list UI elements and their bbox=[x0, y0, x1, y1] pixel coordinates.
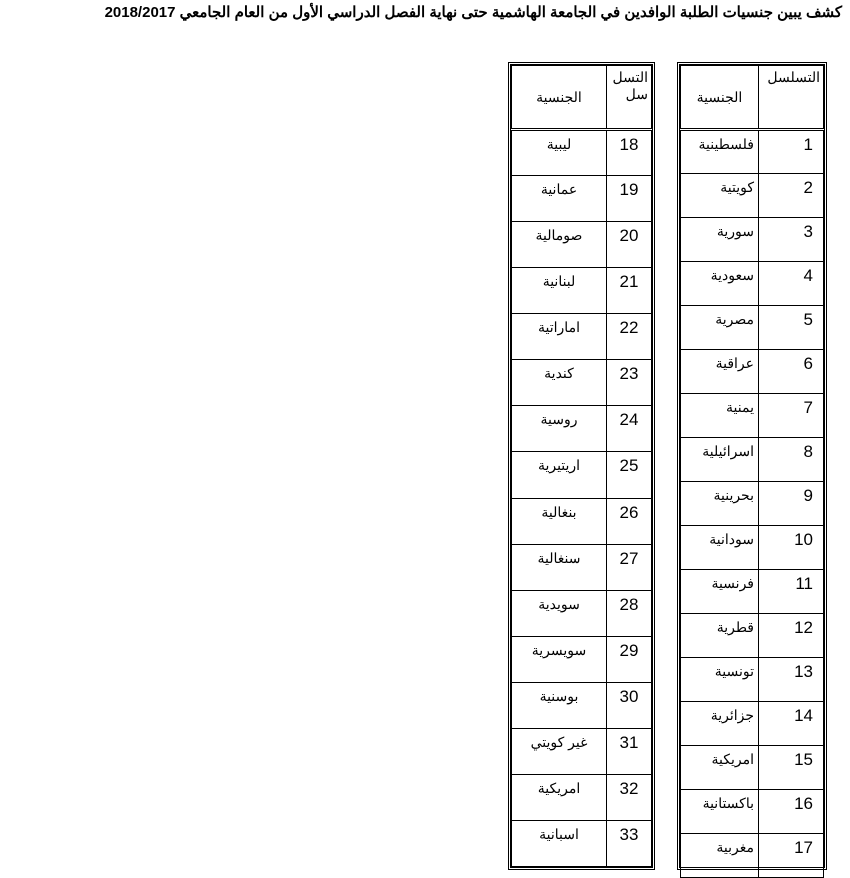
row-sequence: 27 bbox=[607, 544, 652, 590]
row-nationality: امريكية bbox=[681, 746, 759, 790]
nationalities-table-left bbox=[508, 62, 655, 870]
row-nationality: فلسطينية bbox=[681, 130, 759, 174]
table-row bbox=[512, 590, 652, 636]
table-row bbox=[681, 438, 824, 482]
table-row bbox=[681, 306, 824, 350]
table-row bbox=[512, 774, 652, 820]
table-row bbox=[681, 350, 824, 394]
table-row bbox=[512, 498, 652, 544]
row-sequence: 12 bbox=[759, 614, 824, 658]
row-sequence: 23 bbox=[607, 360, 652, 406]
row-sequence: 17 bbox=[759, 834, 824, 878]
row-nationality: امريكية bbox=[512, 774, 607, 820]
header-sequence: التسلسل bbox=[759, 66, 824, 130]
row-sequence: 1 bbox=[759, 130, 824, 174]
row-sequence: 32 bbox=[607, 774, 652, 820]
row-sequence: 6 bbox=[759, 350, 824, 394]
table-header-row bbox=[681, 66, 824, 130]
row-nationality: اماراتية bbox=[512, 314, 607, 360]
table-row bbox=[512, 682, 652, 728]
row-sequence: 8 bbox=[759, 438, 824, 482]
table-row bbox=[512, 268, 652, 314]
table-row bbox=[681, 790, 824, 834]
row-nationality: بنغالية bbox=[512, 498, 607, 544]
row-nationality: قطرية bbox=[681, 614, 759, 658]
row-sequence: 29 bbox=[607, 636, 652, 682]
table-row bbox=[512, 176, 652, 222]
row-nationality: بوسنية bbox=[512, 682, 607, 728]
row-sequence: 4 bbox=[759, 262, 824, 306]
table-row bbox=[512, 728, 652, 774]
row-sequence: 20 bbox=[607, 222, 652, 268]
table-row bbox=[512, 314, 652, 360]
row-nationality: لبنانية bbox=[512, 268, 607, 314]
row-nationality: سورية bbox=[681, 218, 759, 262]
table-row bbox=[512, 544, 652, 590]
table-row bbox=[512, 406, 652, 452]
row-nationality: يمنية bbox=[681, 394, 759, 438]
row-nationality: كندية bbox=[512, 360, 607, 406]
row-nationality: كويتية bbox=[681, 174, 759, 218]
row-nationality: سويدية bbox=[512, 590, 607, 636]
row-nationality: مصرية bbox=[681, 306, 759, 350]
row-nationality: سويسرية bbox=[512, 636, 607, 682]
row-sequence: 11 bbox=[759, 570, 824, 614]
table-row bbox=[681, 218, 824, 262]
table-row bbox=[681, 702, 824, 746]
row-nationality: اريتيرية bbox=[512, 452, 607, 498]
row-nationality: عراقية bbox=[681, 350, 759, 394]
row-sequence: 5 bbox=[759, 306, 824, 350]
header-nationality: الجنسية bbox=[512, 66, 607, 130]
row-sequence: 9 bbox=[759, 482, 824, 526]
table-row bbox=[681, 570, 824, 614]
table-row bbox=[681, 526, 824, 570]
row-nationality: غير كويتي bbox=[512, 728, 607, 774]
row-nationality: عمانية bbox=[512, 176, 607, 222]
table-row bbox=[681, 394, 824, 438]
row-sequence: 19 bbox=[607, 176, 652, 222]
table-row bbox=[512, 360, 652, 406]
table-row bbox=[512, 222, 652, 268]
row-nationality: سعودية bbox=[681, 262, 759, 306]
row-sequence: 26 bbox=[607, 498, 652, 544]
row-sequence: 33 bbox=[607, 820, 652, 866]
row-sequence: 10 bbox=[759, 526, 824, 570]
row-sequence: 3 bbox=[759, 218, 824, 262]
row-sequence: 2 bbox=[759, 174, 824, 218]
row-sequence: 16 bbox=[759, 790, 824, 834]
row-nationality: باكستانية bbox=[681, 790, 759, 834]
row-sequence: 21 bbox=[607, 268, 652, 314]
row-sequence: 30 bbox=[607, 682, 652, 728]
row-nationality: روسية bbox=[512, 406, 607, 452]
row-nationality: تونسية bbox=[681, 658, 759, 702]
table-row bbox=[681, 746, 824, 790]
table-row bbox=[681, 658, 824, 702]
row-sequence: 18 bbox=[607, 130, 652, 176]
table-row bbox=[681, 174, 824, 218]
row-sequence: 13 bbox=[759, 658, 824, 702]
row-nationality: صومالية bbox=[512, 222, 607, 268]
table-header-row bbox=[512, 66, 652, 130]
row-sequence: 31 bbox=[607, 728, 652, 774]
row-nationality: فرنسية bbox=[681, 570, 759, 614]
row-sequence: 24 bbox=[607, 406, 652, 452]
table-row bbox=[512, 130, 652, 176]
row-nationality: مغربية bbox=[681, 834, 759, 878]
table-row bbox=[681, 834, 824, 878]
page-title: كشف يبين جنسيات الطلبة الوافدين في الجامعة الهاشمية حتى نهاية الفصل الدراسي الأول من العام الجامعي 2018/2017 bbox=[104, 4, 842, 21]
table-row bbox=[681, 130, 824, 174]
row-nationality: بحرينية bbox=[681, 482, 759, 526]
row-sequence: 28 bbox=[607, 590, 652, 636]
table-row bbox=[512, 636, 652, 682]
row-sequence: 22 bbox=[607, 314, 652, 360]
nationalities-table-right bbox=[677, 62, 827, 870]
row-sequence: 25 bbox=[607, 452, 652, 498]
row-nationality: جزائرية bbox=[681, 702, 759, 746]
row-nationality: سودانية bbox=[681, 526, 759, 570]
header-sequence: التسل سل bbox=[607, 66, 652, 130]
row-sequence: 7 bbox=[759, 394, 824, 438]
row-nationality: اسرائيلية bbox=[681, 438, 759, 482]
table-row bbox=[512, 820, 652, 866]
row-nationality: ليبية bbox=[512, 130, 607, 176]
header-nationality: الجنسية bbox=[681, 66, 759, 130]
table-row bbox=[512, 452, 652, 498]
row-nationality: اسبانية bbox=[512, 820, 607, 866]
row-nationality: سنغالية bbox=[512, 544, 607, 590]
table-row bbox=[681, 614, 824, 658]
row-sequence: 14 bbox=[759, 702, 824, 746]
table-row bbox=[681, 482, 824, 526]
table-row bbox=[681, 262, 824, 306]
row-sequence: 15 bbox=[759, 746, 824, 790]
